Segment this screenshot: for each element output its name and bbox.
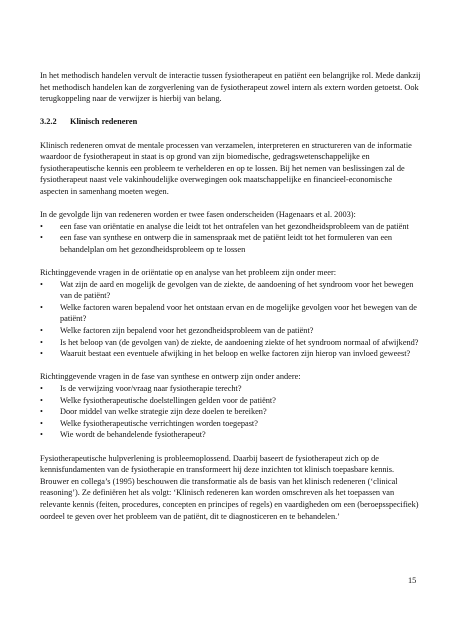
phases-list: [40, 221, 422, 256]
list-item: • Welke factoren zijn bepalend voor het gezondheidsprobleem van de patiënt?: [40, 325, 422, 337]
list-item: • Welke fysiotherapeutische verrichtingen worden toegepast?: [40, 418, 422, 430]
list-item: • Door middel van welke strategie zijn deze doelen te bereiken?: [40, 406, 422, 418]
orientation-intro: Richtinggevende vragen in de oriëntatie op en analyse van het probleem zijn onder meer:: [40, 268, 337, 278]
list-item: • Welke fysiotherapeutische doelstellingen gelden voor de patiënt?: [40, 395, 422, 407]
list-item: • Wie wordt de behandelende fysiotherapeut?: [40, 429, 422, 441]
section-number: 3.2.2: [40, 117, 57, 127]
list-item: • Waaruit bestaat een eventuele afwijking in het beloop en welke factoren zijn hierop van invloed geweest?: [40, 348, 422, 360]
section-heading: [40, 116, 422, 128]
list-item: • een fase van synthese en ontwerp die in samenspraak met de patiënt leidt tot het formuleren van een behandelplan om het gezondheidsprobleem op te lossen: [40, 232, 422, 255]
list-item: • Wat zijn de aard en mogelijk de gevolgen van de ziekte, de aandoening of het syndroom voor het bewegen van de patiënt?: [40, 279, 422, 302]
orientation-questions-list: [40, 279, 422, 360]
body-text: [40, 70, 422, 522]
list-item: • Is het beloop van (de gevolgen van) de ziekte, de aandoening ziekte of het syndroom normaal of afwijkend?: [40, 337, 422, 349]
closing-paragraph: Fysiotherapeutische hulpverlening is probleemoplossend. Daarbij baseert de fysiotherapeut zich op de kennisfundamenten van de fysiotherapie en transformeert hij deze inzichten tot klinisch toepasbare kennis. Brouwer en collega’s (1995) beschouwen die transformatie als de basis van het klinisch redeneren (‘clinical reasoning’). Ze definiëren het als volgt: ‘Klinisch redeneren kan worden omschreven als het toepassen van relevante kennis (feiten, procedures, concepten en principes of regels) en vaardigheden om een (beroepsspecifiek) oordeel te geven over het probleem van de patiënt, dit te diagnosticeren en te behandelen.’: [40, 453, 419, 521]
intro-paragraph: In het methodisch handelen vervult de interactie tussen fysiotherapeut en patiënt een belangrijke rol. Mede dankzij het methodisch handelen kan de zorgverlening van de fysiotherapeut zowel intern als extern worden getoetst. Ook terugkoppeling naar de verwijzer is hierbij van belang.: [40, 71, 421, 104]
page-number: 15: [408, 576, 417, 585]
list-item: • Welke factoren waren bepalend voor het ontstaan ervan en de mogelijke gevolgen voor het bewegen van de patiënt?: [40, 302, 422, 325]
list-item: • Is de verwijzing voor/vraag naar fysiotherapie terecht?: [40, 383, 422, 395]
section-title: Klinisch redeneren: [70, 117, 138, 127]
synthesis-questions-list: [40, 383, 422, 441]
list-item: • een fase van oriëntatie en analyse die leidt tot het ontrafelen van het gezondheidsprobleem van de patiënt: [40, 221, 422, 233]
definition-paragraph: Klinisch redeneren omvat de mentale processen van verzamelen, interpreteren en structureren van de informatie waardoor de fysiotherapeut in staat is op grond van zijn biomedische, gedragswetenschappelijke en fysiotherapeutische kennis een probleem te verhelderen en op te lossen. Bij het nemen van beslissingen zal de fysiotherapeut naast vele vakinhoudelijke overwegingen ook maatschappelijke en financieel-economische aspecten in samenhang moeten wegen.: [40, 140, 412, 196]
phases-intro: In de gevolgde lijn van redeneren worden er twee fasen onderscheiden (Hagenaars et al. 2003):: [40, 210, 356, 220]
synthesis-intro: Richtinggevende vragen in de fase van synthese en ontwerp zijn onder andere:: [40, 372, 301, 382]
